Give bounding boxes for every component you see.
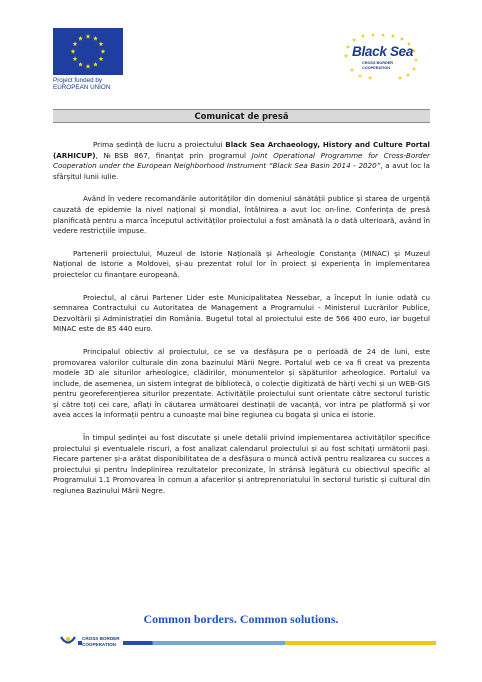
paragraph (53, 249, 430, 281)
text-run: , №BSB 867, finanțat prin programul (95, 150, 252, 160)
eu-caption-line-1: Project funded by (53, 77, 103, 84)
footer-slogan: Common borders. Common solutions. (143, 612, 339, 626)
eu-caption (53, 77, 125, 92)
paragraph (53, 433, 430, 497)
text-run: Proiectul, al cărui Partener Lider este Municipalitatea Nessebar, a început în iunie odată cu semnarea Contractului cu Autoritatea de Management a Programului - Ministerul Lucrărilor Publice, Dezvoltării și Administrației din România. Bugetul total al proiectului este de 566 400 euro, iar bugetul MINAC este de 85 440 euro. (53, 292, 430, 334)
programme-logo-subtitle-line-1: CROSS BORDER (362, 61, 394, 65)
paragraph (53, 293, 430, 335)
paragraph (53, 140, 430, 182)
cross-border-logo-icon (58, 634, 78, 650)
italic-text: Joint Operational Programme for Cross-Border Cooperation under the European Neighborhood Instrument “Black Sea Basin 2014 - 2020” (53, 150, 430, 171)
press-release-body (53, 140, 430, 509)
footer-logo-text (82, 636, 123, 647)
paragraph (53, 347, 430, 421)
logo-star-icon (358, 74, 362, 78)
logo-star-icon (371, 34, 375, 37)
logo-star-icon (361, 34, 365, 38)
text-run: Având în vedere recomandările autorităților din domeniul sănătății publice și starea de urgență cauzată de epidemie la nivel național și mondial, întâlnirea a avut loc on-line. Conferința de presă planificată pentru a marca începutul activităților proiectului a fost amânată la o dată ulterioară, având în vedere restricțiile impuse. (53, 194, 430, 236)
programme-logo-subtitle-line-2: COOPERATION (362, 65, 390, 70)
logo-star-icon (398, 76, 402, 80)
logo-star-icon (391, 34, 395, 38)
page-title: Comunicat de presă (53, 109, 430, 123)
logo-star-icon (368, 76, 372, 80)
logo-star-icon (414, 58, 418, 62)
logo-star-icon (344, 54, 348, 58)
text-run: În timpul ședinței au fost discutate și unele detalii privind implementarea activităților specifice proiectului și eventualele riscuri, a fost analizat calendarul proiectului și au fost schițați următorii pași. Fiecare partener și-a arătat disponibilitatea de a desfășura o muncă activă pentru realizarea cu succes a proiectului și pentru îndeplinirea rezultatelor preconizate, în strânsă legătură cu obiectivul specific al Programului 1.1 Promovarea în comun a afacerilor și antreprenoriatului în sectorul turistic și cultural din regiunea Bazinului Mării Negre. (53, 433, 430, 496)
logo-star-icon (406, 73, 410, 77)
logo-star-icon (350, 68, 354, 72)
programme-logo-subtitle (362, 61, 393, 70)
text-run: Partenerii proiectului, Muzeul de Istorie Națională și Arheologie Constanța (MINAC) și Muzeul Național de Istorie a Moldovei, și-au prezentat rolul lor în proiect și experiența în implementarea proiectelor cu finanțare europeană. (53, 248, 430, 279)
eu-caption-line-2: EUROPEAN UNION (53, 84, 111, 92)
text-run: , a avut loc la sfârșitul lunii iulie. (53, 161, 430, 181)
logo-star-icon (381, 34, 385, 37)
eu-funding-logo (53, 28, 125, 92)
logo-star-icon (412, 67, 416, 71)
programme-logo-title: Black Sea (352, 44, 414, 59)
bold-text: Black Sea Archaeology, History and Culture Portal (ARHICUP) (53, 140, 430, 160)
logo-star-icon (400, 37, 404, 41)
eu-flag-icon (53, 28, 123, 75)
footer-logo-text-line-2: COOPERATION (82, 641, 116, 647)
logo-star-icon (352, 38, 356, 42)
footer-logo-text-line-1: CROSS BORDER (82, 636, 120, 641)
paragraph (53, 194, 430, 236)
text-run: Prima ședință de lucru a proiectului (93, 140, 226, 149)
logo-star-icon (346, 45, 350, 49)
text-run: Principalul obiectiv al proiectului, ce se va desfășura pe o perioadă de 24 de luni, este promovarea valorilor culturale din zona bazinului Mării Negre. Portalul web ce va fi creat va prezenta modele 3D ale siturilor arheologice, clădirilor, monumentelor și săpăturilor arheologice. Portalul va include, de asemenea, un sistem integrat de bibliotecă, o colecție digitizată de hărți vechi și un WEB-GIS pentru georeferențierea siturilor prezentate. Activitățile proiectului sunt orientate către sectorul turistic și către toți cei care, aflați în căutarea următoarei destinații de vacanță, vor intra pe platformă și vor avea acces la informații pentru a cunoaște mai bine regiunea cu bogata și unica ei istorie. (53, 346, 430, 420)
